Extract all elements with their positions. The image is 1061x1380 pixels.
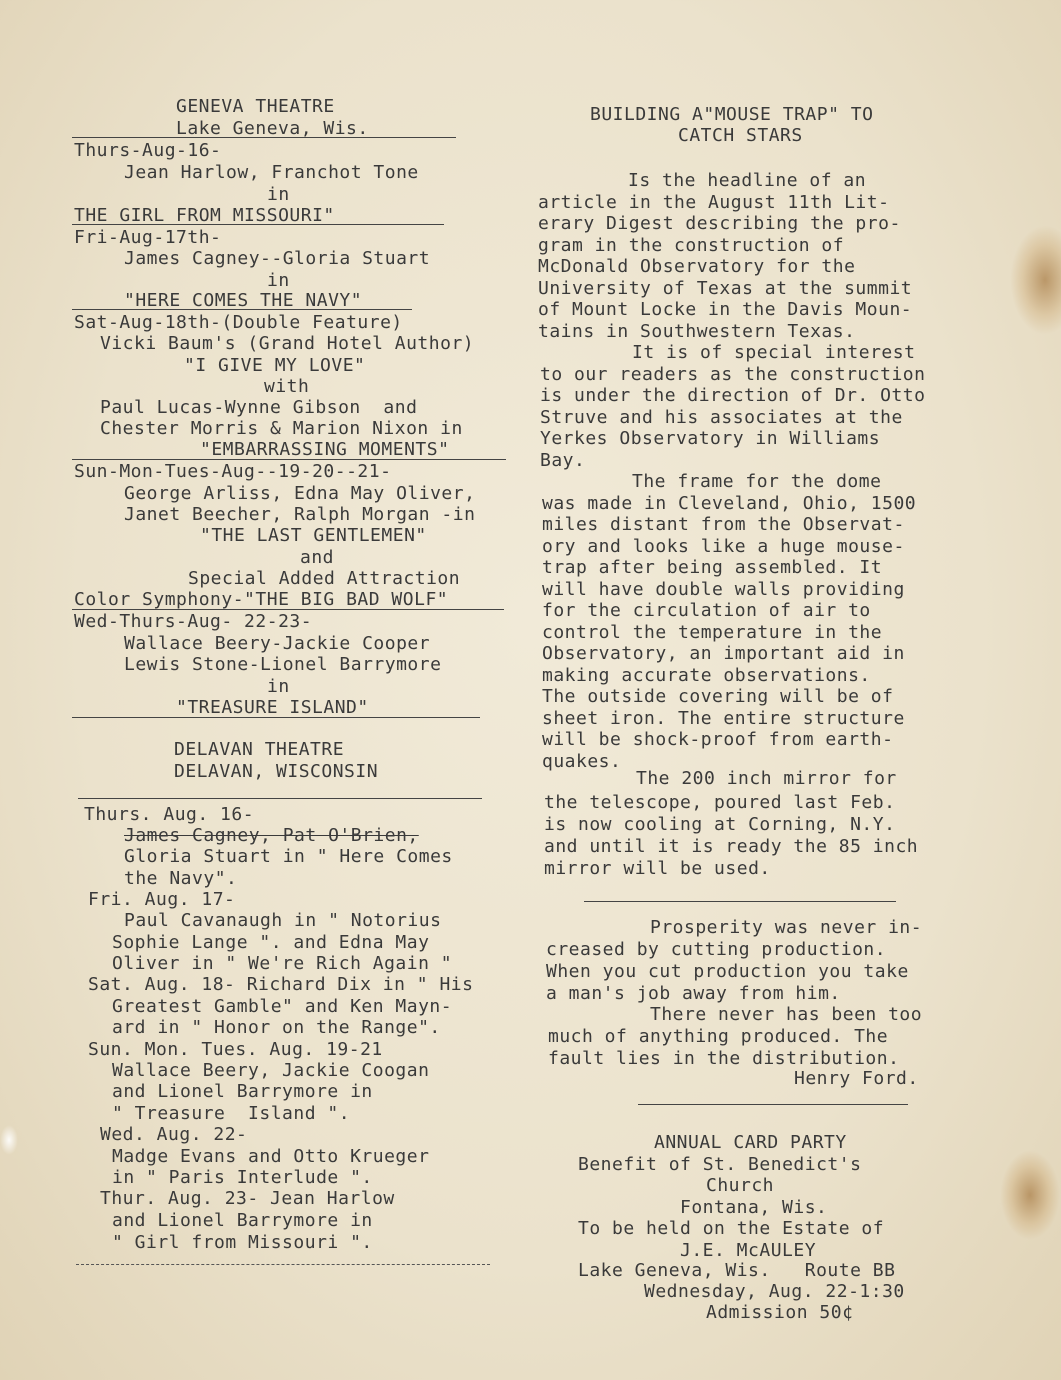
article-line: is now cooling at Corning, N.Y. — [544, 814, 896, 835]
article-line: Bay. — [540, 450, 586, 471]
listing-line: Oliver in " We're Rich Again " — [112, 953, 453, 974]
listing-line: Wallace Beery, Jackie Coogan — [112, 1060, 430, 1081]
quote-line: When you cut production you take — [546, 961, 909, 982]
listing-line: Wed. Aug. 22- — [100, 1124, 248, 1145]
delavan-heading: DELAVAN THEATRE — [174, 739, 345, 760]
article-line: ory and looks like a huge mouse- — [542, 536, 905, 557]
listing-line: Gloria Stuart in " Here Comes — [124, 846, 453, 867]
article-line: of Mount Locke in the Davis Moun- — [538, 299, 913, 320]
listing-line: Jean Harlow, Franchot Tone — [124, 162, 419, 183]
listing-line: Sophie Lange ". and Edna May — [112, 932, 430, 953]
listing-line: Wallace Beery-Jackie Cooper — [124, 633, 431, 654]
card-party-line: Admission 50¢ — [706, 1302, 854, 1323]
listing-line: " Treasure Island ". — [112, 1103, 351, 1124]
article-line: quakes. — [542, 751, 622, 772]
listing-line: Sun-Mon-Tues-Aug--19-20--21- — [74, 461, 392, 482]
card-party-line: Benefit of St. Benedict's — [578, 1154, 862, 1175]
card-party-line: Lake Geneva, Wis. Route BB — [578, 1260, 896, 1281]
article-line: Yerkes Observatory in Williams — [540, 428, 881, 449]
article-line: It is of special interest — [632, 342, 916, 363]
movie-title: "TREASURE ISLAND" — [176, 697, 369, 718]
listing-line: Madge Evans and Otto Krueger — [112, 1146, 430, 1167]
listing-line: Thur. Aug. 23- Jean Harlow — [100, 1188, 395, 1209]
card-party-line: Wednesday, Aug. 22-1:30 — [644, 1281, 905, 1302]
article-line: The 200 inch mirror for — [636, 768, 897, 789]
delavan-subheading: DELAVAN, WISCONSIN — [174, 761, 379, 782]
article-line: Observatory, an important aid in — [542, 643, 905, 664]
article-line: The outside covering will be of — [542, 686, 894, 707]
article-line: trap after being assembled. It — [542, 557, 883, 578]
listing-line: George Arliss, Edna May Oliver, — [124, 483, 476, 504]
article-end-rule — [584, 901, 896, 902]
movie-title: THE GIRL FROM MISSOURI" — [74, 205, 335, 226]
listing-line: Special Added Attraction — [188, 568, 461, 589]
listing-line: Sat-Aug-18th-(Double Feature) — [74, 312, 403, 333]
geneva-rule-2 — [72, 224, 444, 225]
movie-title: "EMBARRASSING MOMENTS" — [200, 439, 450, 460]
article-line: article in the August 11th Lit- — [538, 192, 890, 213]
article-line: will have double walls providing — [542, 579, 905, 600]
article-line: Is the headline of an — [628, 170, 867, 191]
geneva-rule-1 — [72, 137, 456, 138]
quote-line: There never has been too — [650, 1004, 923, 1025]
geneva-rule-6 — [72, 717, 480, 718]
geneva-rule-3 — [72, 309, 412, 310]
quote-line: fault lies in the distribution. — [548, 1048, 900, 1069]
listing-line: the Navy". — [124, 868, 238, 889]
listing-line: Janet Beecher, Ralph Morgan -in — [124, 504, 476, 525]
article-line: McDonald Observatory for the — [538, 256, 856, 277]
listing-line: Sun. Mon. Tues. Aug. 19-21 — [88, 1039, 383, 1060]
card-party-line: J.E. McAULEY — [680, 1240, 817, 1261]
article-line: mirror will be used. — [544, 858, 771, 879]
geneva-rule-5 — [72, 609, 504, 610]
listing-line: Thurs. Aug. 16- — [84, 804, 255, 825]
movie-title: "I GIVE MY LOVE" — [184, 355, 366, 376]
listing-line: Thurs-Aug-16- — [74, 140, 222, 161]
article-line: will be shock-proof from earth- — [542, 729, 894, 750]
article-line: sheet iron. The entire structure — [542, 708, 905, 729]
listing-line: Lewis Stone-Lionel Barrymore — [124, 654, 442, 675]
article-line: making accurate observations. — [542, 665, 871, 686]
article-line: to our readers as the construction — [540, 364, 926, 385]
article-line: University of Texas at the summit — [538, 278, 913, 299]
article-line: Struve and his associates at the — [540, 407, 903, 428]
listing-line: and Lionel Barrymore in — [112, 1210, 373, 1231]
listing-line: with — [264, 376, 310, 397]
listing-line: James Cagney--Gloria Stuart — [124, 248, 431, 269]
stain-left-mark — [0, 1125, 18, 1155]
listing-line: Wed-Thurs-Aug- 22-23- — [74, 611, 313, 632]
quote-line: Prosperity was never in- — [650, 917, 923, 938]
listing-line: Paul Lucas-Wynne Gibson and — [100, 397, 418, 418]
listing-line: and — [300, 547, 335, 568]
quote-line: a man's job away from him. — [546, 983, 841, 1004]
listing-line: in — [267, 270, 290, 291]
listing-line: Fri. Aug. 17- — [88, 889, 236, 910]
movie-title: "HERE COMES THE NAVY" — [124, 290, 363, 311]
listing-line: ard in " Honor on the Range". — [112, 1017, 441, 1038]
listing-line: in — [267, 184, 290, 205]
quote-end-rule — [638, 1104, 908, 1105]
listing-line: Sat. Aug. 18- Richard Dix in " His — [88, 974, 474, 995]
quote-line: much of anything produced. The — [548, 1026, 889, 1047]
article-line: tains in Southwestern Texas. — [538, 321, 856, 342]
card-party-line: Fontana, Wis. — [680, 1197, 828, 1218]
article-line: for the circulation of air to — [542, 600, 871, 621]
movie-title: Color Symphony-"THE BIG BAD WOLF" — [74, 589, 449, 610]
quote-line: creased by cutting production. — [546, 939, 887, 960]
article-line: The frame for the dome — [632, 471, 882, 492]
listing-line: Paul Cavanaugh in " Notorius — [124, 910, 442, 931]
listing-line: James Cagney, Pat O'Brien, — [124, 825, 419, 846]
delavan-end-rule — [76, 1264, 490, 1265]
article-heading: CATCH STARS — [678, 125, 803, 146]
listing-line: Chester Morris & Marion Nixon in — [100, 418, 463, 439]
article-line: erary Digest describing the pro- — [538, 213, 901, 234]
article-line: the telescope, poured last Feb. — [544, 792, 896, 813]
listing-line: and Lionel Barrymore in — [112, 1081, 373, 1102]
listing-line: Greatest Gamble" and Ken Mayn- — [112, 996, 453, 1017]
article-line: was made in Cleveland, Ohio, 1500 — [542, 493, 917, 514]
card-party-heading: ANNUAL CARD PARTY — [654, 1132, 847, 1153]
listing-line: " Girl from Missouri ". — [112, 1232, 373, 1253]
geneva-subheading: Lake Geneva, Wis. — [176, 118, 369, 139]
article-line: gram in the construction of — [538, 235, 845, 256]
card-party-line: To be held on the Estate of — [578, 1218, 885, 1239]
movie-title: "THE LAST GENTLEMEN" — [200, 525, 427, 546]
geneva-rule-4 — [72, 459, 506, 460]
geneva-heading: GENEVA THEATRE — [176, 96, 335, 117]
delavan-rule — [78, 798, 482, 799]
article-heading: BUILDING A"MOUSE TRAP" TO — [590, 104, 874, 125]
card-party-line: Church — [706, 1175, 775, 1196]
article-line: miles distant from the Observat- — [542, 514, 905, 535]
listing-line: in " Paris Interlude ". — [112, 1167, 373, 1188]
listing-line: in — [267, 676, 290, 697]
listing-line: Fri-Aug-17th- — [74, 227, 222, 248]
quote-author: Henry Ford. — [794, 1068, 919, 1089]
stain-right-top — [1010, 225, 1061, 335]
article-line: control the temperature in the — [542, 622, 883, 643]
article-line: is under the direction of Dr. Otto — [540, 385, 926, 406]
stain-right-bottom — [1000, 1150, 1060, 1240]
listing-line: Vicki Baum's (Grand Hotel Author) — [100, 333, 475, 354]
article-line: and until it is ready the 85 inch — [544, 836, 919, 857]
